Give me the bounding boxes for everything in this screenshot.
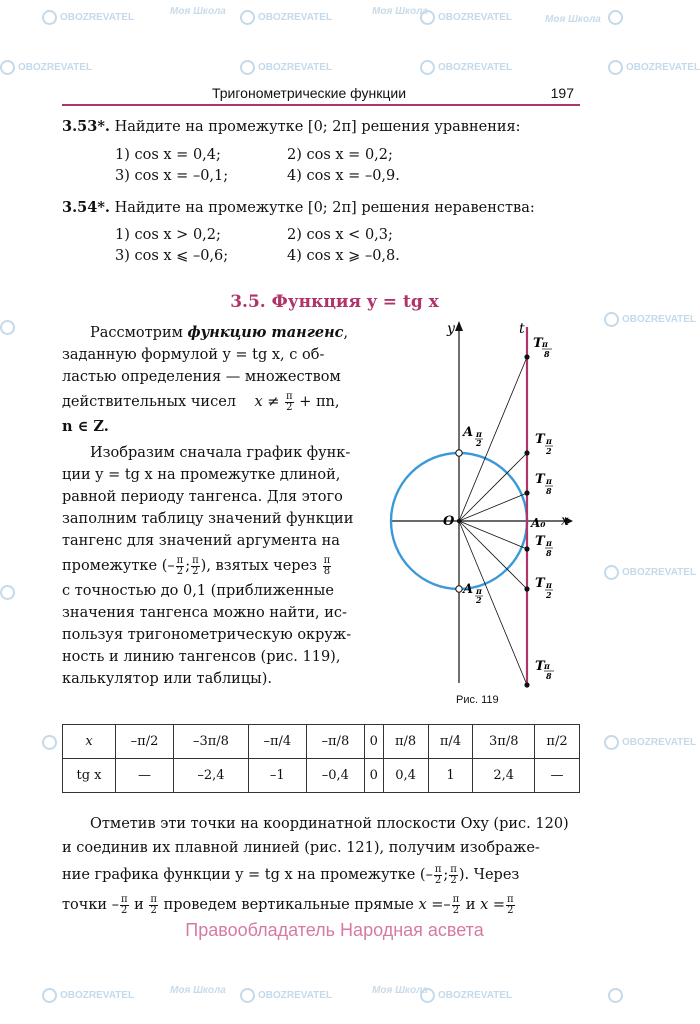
subscript-num: π <box>544 661 550 671</box>
minus: – <box>111 897 119 913</box>
label-a-pi2 <box>461 425 483 448</box>
watermark-logo-icon <box>420 10 435 25</box>
watermark <box>0 60 92 75</box>
text: ние графика функции y = tg x на промежутке <box>62 867 416 883</box>
watermark <box>240 10 332 25</box>
paren: ) <box>458 867 465 883</box>
watermark-logo-icon <box>0 585 15 600</box>
minus: – <box>443 897 451 913</box>
text: точки <box>62 897 108 913</box>
fraction <box>452 895 461 916</box>
watermark <box>420 10 512 25</box>
exercise-item: 4) cos x = –0,9. <box>287 168 400 184</box>
ray-minus-3pi8 <box>459 521 527 685</box>
table-cell: –π/2 <box>116 725 174 759</box>
denominator: 8 <box>323 565 331 577</box>
watermark-logo-icon <box>42 988 57 1003</box>
label-t: t <box>519 321 525 337</box>
numerator: π <box>434 863 442 875</box>
text-line: n ∈ Z. <box>62 418 109 435</box>
figure-119 <box>385 315 585 690</box>
text-line: Изобразим сначала график функ- <box>90 445 351 461</box>
watermark-logo-icon <box>42 735 57 750</box>
table-cell: 0,4 <box>383 759 428 793</box>
table-cell: –π/4 <box>248 725 306 759</box>
watermark-logo-icon <box>240 10 255 25</box>
text-line: пользуя тригонометрическую окруж- <box>62 627 352 643</box>
text-line: заполним таблицу значений функции <box>62 511 354 527</box>
exercise-3-54 <box>62 198 535 218</box>
table-cell: 3π/8 <box>473 725 535 759</box>
watermark <box>42 735 57 750</box>
watermark <box>42 988 134 1003</box>
watermark <box>608 60 700 75</box>
numerator: π <box>450 863 457 875</box>
label-t-letter: T <box>533 336 543 351</box>
watermark <box>604 312 696 327</box>
watermark-text: OBOZREVATEL <box>18 62 93 73</box>
watermark-text: Моя Школа <box>170 985 226 996</box>
denominator: 2 <box>121 904 128 916</box>
label-t-minus-pi4 <box>535 576 553 600</box>
numerator: π <box>286 390 293 402</box>
watermark <box>420 60 512 75</box>
watermark <box>0 585 15 600</box>
text: проведем вертикальные прямые <box>163 897 414 913</box>
denominator: 2 <box>150 904 157 916</box>
table-cell: –3π/8 <box>174 725 249 759</box>
page-number: 197 <box>550 85 574 101</box>
watermark <box>604 735 696 750</box>
text: , взятых через <box>206 558 318 574</box>
label-origin: O <box>443 514 455 529</box>
subscript-num: π <box>546 476 552 486</box>
text-line: и соединив их плавной линией (рис. 121), получим изображе- <box>62 840 540 856</box>
label-t-letter: T <box>535 576 545 591</box>
watermark-logo-icon <box>604 735 619 750</box>
exercise-number: 3.53*. <box>62 118 110 135</box>
watermark <box>604 565 696 580</box>
watermark-text: OBOZREVATEL <box>626 62 700 73</box>
label-a: A <box>463 425 474 440</box>
watermark-logo-icon <box>604 312 619 327</box>
point-origin <box>457 519 461 523</box>
exercise-item: 4) cos x ⩾ –0,8. <box>287 248 400 264</box>
fraction <box>323 556 332 577</box>
subscript-num: π <box>542 339 548 349</box>
paren: ( <box>161 558 168 574</box>
label-t-letter: T <box>535 432 545 447</box>
point-a-pi2 <box>456 450 462 456</box>
numerator: π <box>150 893 157 905</box>
subscript-den: 8 <box>546 486 552 496</box>
paragraph-graph <box>62 812 582 920</box>
table-cell: –π/8 <box>306 725 364 759</box>
figure-caption: Рис. 119 <box>456 694 499 706</box>
text: и <box>134 897 144 913</box>
watermark-text: OBOZREVATEL <box>60 12 135 23</box>
exercise-item: 2) cos x = 0,2; <box>287 147 393 163</box>
label-t-pi4 <box>535 432 553 456</box>
denominator: 2 <box>507 904 514 916</box>
watermark-text: OBOZREVATEL <box>622 567 697 578</box>
denominator: 2 <box>192 565 199 577</box>
watermark-logo-icon <box>240 60 255 75</box>
watermark <box>0 320 15 335</box>
watermark <box>170 6 226 17</box>
subscript-den: 8 <box>546 548 552 558</box>
watermark <box>240 60 332 75</box>
subscript-den: 2 <box>546 446 552 456</box>
text-line <box>62 890 582 920</box>
subscript-num: π <box>476 586 482 596</box>
numerator: π <box>507 893 514 905</box>
watermark-logo-icon <box>420 60 435 75</box>
exercise-item: 3) cos x ⩽ –0,6; <box>115 248 229 264</box>
table-cell: — <box>535 759 580 793</box>
exercise-item: 3) cos x = –0,1; <box>115 168 229 184</box>
table-cell: — <box>116 759 174 793</box>
text: действительных чисел <box>62 394 237 410</box>
table-cell: 2,4 <box>473 759 535 793</box>
denominator: 2 <box>286 401 293 413</box>
row-header: tg x <box>63 759 116 793</box>
table-cell: –1 <box>248 759 306 793</box>
fraction <box>434 865 443 886</box>
text: . Через <box>464 867 520 883</box>
text-line: с точностью до 0,1 (приближенные <box>62 583 334 599</box>
paragraph-definition <box>62 322 372 438</box>
fraction <box>176 556 185 577</box>
fraction <box>449 865 458 886</box>
label-x: x <box>561 513 569 529</box>
label-a-minus-pi2 <box>461 582 483 605</box>
watermark-text: Моя Школа <box>372 985 428 996</box>
semicolon: ; <box>443 867 449 883</box>
watermark-logo-icon <box>0 320 15 335</box>
label-t-pi8 <box>535 472 553 496</box>
text-line <box>62 860 582 890</box>
watermark-text: OBOZREVATEL <box>258 990 333 1001</box>
text-line: Отметив эти точки на координатной плоскости Oxy (рис. 120) <box>90 816 569 832</box>
watermark-text: OBOZREVATEL <box>438 990 513 1001</box>
copyright-footer: Правообладатель Народная асвета <box>185 920 484 940</box>
numerator: π <box>323 554 331 566</box>
text: , <box>343 325 349 341</box>
subscript-den: 8 <box>544 349 550 359</box>
table-cell: 0 <box>364 725 383 759</box>
text-line: ластью определения — множеством <box>62 369 341 385</box>
watermark-logo-icon <box>608 988 623 1003</box>
watermark-logo-icon <box>608 60 623 75</box>
watermark-logo-icon <box>0 60 15 75</box>
running-header <box>62 84 580 106</box>
header-title: Тригонометрические функции <box>212 85 407 101</box>
math: x = <box>480 897 506 913</box>
denominator: 2 <box>434 874 442 886</box>
label-a: A <box>463 582 474 597</box>
point-t-pi8 <box>524 490 529 495</box>
y-axis-arrow-icon <box>455 321 463 331</box>
point-a-minus-pi2 <box>456 586 462 592</box>
text-line: ции y = tg x на промежутке длиной, <box>62 467 341 483</box>
text-line: ность и линию тангенсов (рис. 119), <box>62 649 341 665</box>
watermark-text: OBOZREVATEL <box>438 62 513 73</box>
section-title: 3.5. Функция y = tg x <box>230 292 439 312</box>
watermark <box>545 14 601 25</box>
text-line: тангенс для значений аргумента на <box>62 533 340 549</box>
label-t-3pi8 <box>533 336 552 359</box>
table-cell: –0,4 <box>306 759 364 793</box>
exercise-3-53 <box>62 117 521 137</box>
text-line <box>62 552 372 580</box>
exercise-prompt: Найдите на промежутке [0; 2π] решения уравнения: <box>114 119 521 135</box>
subscript-num: π <box>476 429 482 439</box>
watermark-text: Моя Школа <box>372 6 428 17</box>
numerator: π <box>452 893 460 905</box>
watermark <box>608 10 623 25</box>
watermark-logo-icon <box>608 10 623 25</box>
subscript-num: π <box>546 580 552 590</box>
fraction <box>149 895 158 916</box>
denominator: 2 <box>176 565 184 577</box>
semicolon: ; <box>185 558 191 574</box>
minus: – <box>167 558 175 574</box>
table-cell: π/4 <box>428 725 473 759</box>
watermark <box>240 988 332 1003</box>
denominator: 2 <box>452 904 460 916</box>
label-t-minus-pi8 <box>535 534 553 558</box>
point-t-minus-pi4 <box>524 586 529 591</box>
table-row <box>63 759 580 793</box>
watermark <box>42 10 134 25</box>
watermark-text: OBOZREVATEL <box>438 12 513 23</box>
subscript-num: π <box>546 436 552 446</box>
row-header: x <box>63 725 116 759</box>
subscript-den: 8 <box>546 671 552 681</box>
math: + πn, <box>299 394 340 410</box>
fraction <box>191 556 200 577</box>
numerator: π <box>176 554 184 566</box>
subscript-num: π <box>546 538 552 548</box>
label-t-letter: T <box>535 659 545 674</box>
watermark-text: Моя Школа <box>545 14 601 25</box>
math: x = <box>418 897 444 913</box>
point-t-pi4 <box>524 450 529 455</box>
subscript-den: 2 <box>546 590 552 600</box>
watermark-logo-icon <box>240 988 255 1003</box>
table-cell: π/2 <box>535 725 580 759</box>
text: промежутке <box>62 558 158 574</box>
label-t-letter: T <box>535 534 545 549</box>
paren: ( <box>419 867 426 883</box>
numerator: π <box>192 554 199 566</box>
point-t-minus-pi8 <box>524 546 529 551</box>
table-row <box>63 725 580 759</box>
watermark-text: Моя Школа <box>170 6 226 17</box>
text: и <box>465 897 476 913</box>
watermark-text: OBOZREVATEL <box>258 12 333 23</box>
fraction <box>120 895 129 916</box>
math: x ≠ <box>254 394 280 410</box>
watermark <box>608 988 623 1003</box>
watermark-logo-icon <box>420 988 435 1003</box>
term: функцию тангенс <box>187 324 344 341</box>
table-cell: 0 <box>364 759 383 793</box>
minus: – <box>425 867 433 883</box>
exercise-item: 1) cos x = 0,4; <box>115 147 221 163</box>
table-cell: π/8 <box>383 725 428 759</box>
point-t-3pi8 <box>524 354 529 359</box>
exercise-item: 1) cos x > 0,2; <box>115 227 221 243</box>
watermark-text: OBOZREVATEL <box>622 314 697 325</box>
exercise-item: 2) cos x < 0,3; <box>287 227 393 243</box>
paragraph-table-intro <box>62 442 372 690</box>
denominator: 2 <box>450 874 457 886</box>
text-line <box>62 322 372 344</box>
watermark-logo-icon <box>42 10 57 25</box>
watermark <box>170 985 226 996</box>
table-cell: –2,4 <box>174 759 249 793</box>
values-table <box>62 724 580 793</box>
text: Рассмотрим <box>90 325 188 341</box>
paren: ) <box>200 558 207 574</box>
subscript-den: 2 <box>476 438 482 448</box>
subscript-den: 2 <box>476 595 482 605</box>
label-y: y <box>447 321 455 337</box>
table-cell: 1 <box>428 759 473 793</box>
watermark-text: OBOZREVATEL <box>60 990 135 1001</box>
text-line: значения тангенса можно найти, ис- <box>62 605 347 621</box>
fraction <box>285 392 294 413</box>
text-line: заданную формулой y = tg x, с об- <box>62 347 325 363</box>
label-t-letter: T <box>535 472 545 487</box>
label-a0: A₀ <box>531 516 546 530</box>
text-line: калькулятор или таблицы). <box>62 671 272 687</box>
watermark-text: OBOZREVATEL <box>258 62 333 73</box>
fraction <box>506 895 515 916</box>
numerator: π <box>120 893 128 905</box>
text-line: равной периоду тангенса. Для этого <box>62 489 343 505</box>
exercise-number: 3.54*. <box>62 199 110 216</box>
exercise-prompt: Найдите на промежутке [0; 2π] решения неравенства: <box>114 200 535 216</box>
watermark <box>420 988 512 1003</box>
watermark-logo-icon <box>604 565 619 580</box>
point-t-minus-3pi8 <box>524 682 529 687</box>
watermark-text: OBOZREVATEL <box>622 737 697 748</box>
text-line <box>62 388 372 416</box>
label-t-minus-3pi8 <box>535 659 554 681</box>
